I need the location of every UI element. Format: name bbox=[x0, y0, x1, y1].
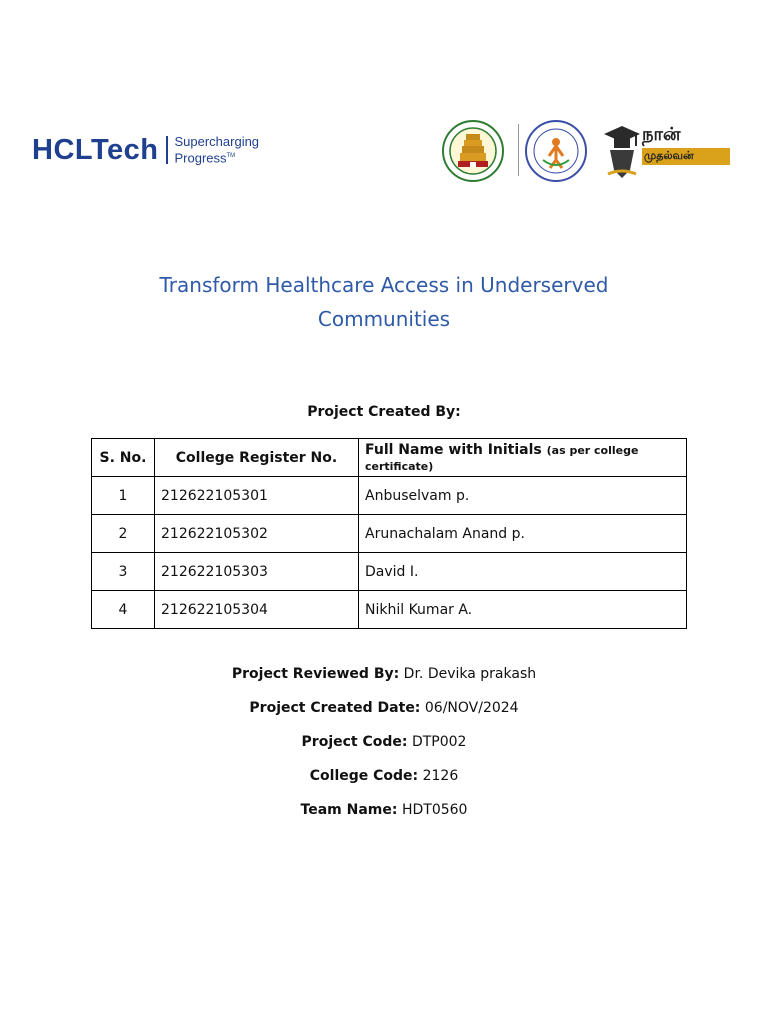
created-by-heading: Project Created By: bbox=[307, 404, 461, 420]
header-full-name-note: (as per college certificate) bbox=[365, 443, 639, 473]
header-sno: S. No. bbox=[92, 439, 155, 477]
row-full-name: David I. bbox=[359, 553, 687, 591]
college-code-line bbox=[90, 768, 678, 784]
team-name-line bbox=[90, 802, 678, 818]
row-register-no: 212622105301 bbox=[155, 477, 359, 515]
header-full-name bbox=[359, 439, 687, 477]
table-row bbox=[92, 591, 687, 629]
row-sno: 1 bbox=[92, 477, 155, 515]
team-name-value: HDT0560 bbox=[401, 802, 468, 818]
partner-logos bbox=[442, 116, 728, 184]
row-register-no: 212622105302 bbox=[155, 515, 359, 553]
tagline-tm: TM bbox=[226, 152, 236, 159]
table-header-row bbox=[92, 439, 687, 477]
logo-separator bbox=[518, 124, 519, 176]
row-full-name: Nikhil Kumar A. bbox=[359, 591, 687, 629]
row-sno: 3 bbox=[92, 553, 155, 591]
project-code-value: DTP002 bbox=[411, 734, 467, 750]
naan-mudhalvan-logo bbox=[602, 118, 728, 182]
table-row bbox=[92, 553, 687, 591]
naan-title: நான் bbox=[642, 124, 681, 145]
team-name-label: Team Name: bbox=[300, 802, 398, 818]
created-date-value: 06/NOV/2024 bbox=[424, 700, 519, 716]
row-full-name: Arunachalam Anand p. bbox=[359, 515, 687, 553]
mudhalvan-title: முதல்வன் bbox=[642, 148, 730, 165]
graduation-cap-icon bbox=[602, 120, 642, 180]
skill-development-seal-icon bbox=[525, 120, 587, 182]
header-register-no: College Register No. bbox=[155, 439, 359, 477]
project-title bbox=[90, 268, 678, 336]
team-members-table bbox=[91, 438, 687, 629]
project-code-line bbox=[90, 734, 678, 750]
hcltech-wordmark: HCLTech bbox=[32, 133, 159, 166]
header-full-name-label: Full Name with Initials bbox=[365, 441, 542, 458]
reviewed-by-label: Project Reviewed By: bbox=[231, 666, 400, 682]
college-code-label: College Code: bbox=[309, 768, 419, 784]
college-code-value: 2126 bbox=[422, 768, 459, 784]
tagline-line1: Supercharging bbox=[174, 133, 260, 149]
hcltech-tagline bbox=[174, 135, 259, 165]
logo-divider bbox=[166, 136, 168, 164]
row-sno: 2 bbox=[92, 515, 155, 553]
created-date-line bbox=[90, 700, 678, 716]
title-line1: Transform Healthcare Access in Underserved bbox=[159, 273, 609, 297]
tagline-line2: Progress bbox=[174, 150, 227, 166]
row-register-no: 212622105304 bbox=[155, 591, 359, 629]
hcltech-logo bbox=[32, 128, 259, 172]
created-date-label: Project Created Date: bbox=[249, 700, 421, 716]
row-sno: 4 bbox=[92, 591, 155, 629]
project-code-label: Project Code: bbox=[301, 734, 408, 750]
tamil-nadu-seal-icon bbox=[442, 120, 504, 182]
reviewed-by-value: Dr. Devika prakash bbox=[403, 666, 537, 682]
row-register-no: 212622105303 bbox=[155, 553, 359, 591]
title-line2: Communities bbox=[317, 307, 451, 331]
row-full-name: Anbuselvam p. bbox=[359, 477, 687, 515]
table-row bbox=[92, 515, 687, 553]
reviewed-by-line bbox=[90, 666, 678, 682]
table-row bbox=[92, 477, 687, 515]
